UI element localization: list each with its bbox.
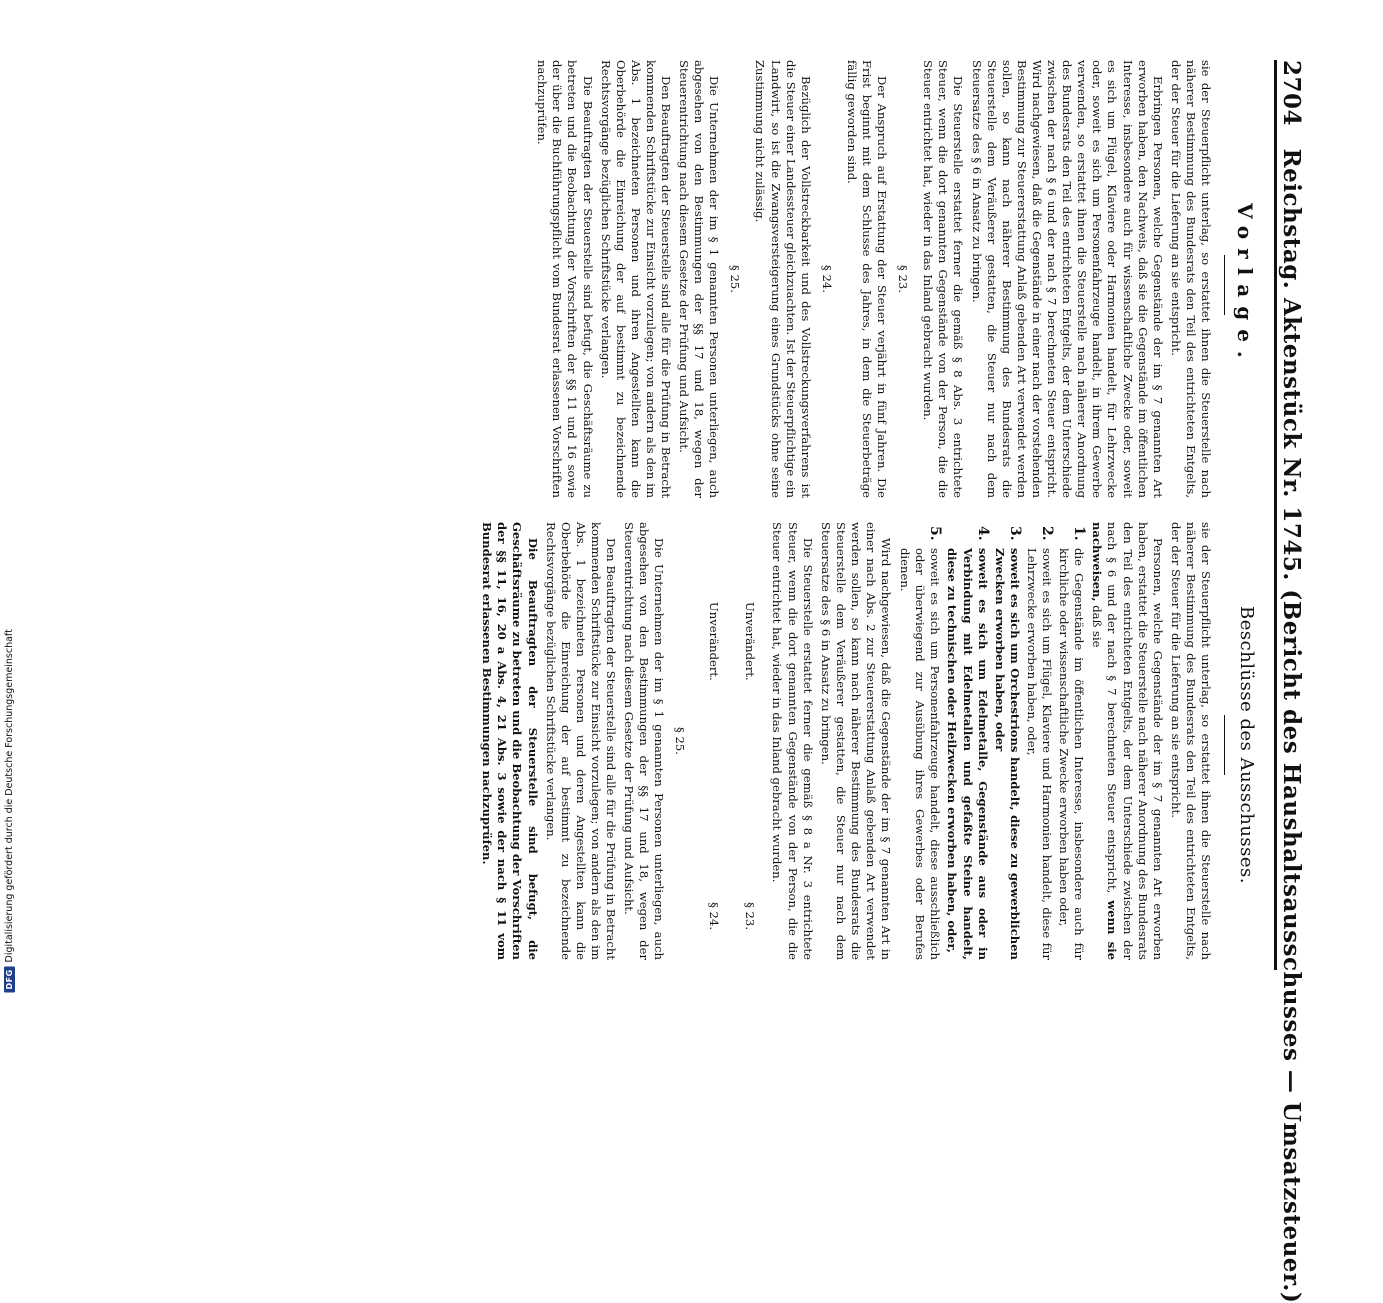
section-heading: § 23. bbox=[896, 265, 911, 293]
list-number: 5. bbox=[927, 526, 944, 541]
digitization-footer bbox=[4, 629, 15, 992]
list-item-text: soweit es sich um Edelmetalle, Gegenstände aus oder in Verbindung mit Edelmetallen und gefaßte Steine handelt, diese zu technischen oder Heilzwecken erworben haben, oder, bbox=[945, 548, 990, 960]
section-heading: § 25. bbox=[728, 265, 743, 293]
paragraph: sie der Steuerpflicht unterlag, so erstattet ihnen die Steuerstelle nach näherer Bestimmung des Bundesrats den Teil des entrichteten Entgelts, der der Steuer für die Lieferung an sie entspricht. bbox=[1168, 60, 1213, 498]
paragraph: sie der Steuerpflicht unterlag, so erstattet ihnen die Steuerstelle nach näherer Bestimmung des Bundesrats den Teil des entrichteten Entgelts, der der Steuer für die Lieferung an sie entspricht. bbox=[1168, 522, 1213, 960]
unchanged-note: Unverändert. bbox=[743, 602, 758, 681]
page-number: 2704 bbox=[1278, 60, 1305, 127]
paragraph: Wird nachgewiesen, daß die Gegenstände der im § 7 genannten Art in einer nach Abs. 2 zur Steuererstattung Anlaß gebenden Art verwendet werden sollen, so kann nach näherer Bestimmung des Bundesrats die Steuerstelle dem Veräußerer gestatten, die Steuer nur nach dem Steuersatze des § 6 in Ansatz zu bringen. bbox=[818, 522, 894, 960]
paragraph: Bezüglich der Vollstreckbarkeit und des Vollstreckungsverfahrens ist die Steuer einer Landessteuer gleichzuachten. Ist der Steuerpflichtige ein Landwirt, so ist die Zwangsversteigerung eines Grundstücks ohne seine Zustimmung nicht zulässig. bbox=[753, 60, 813, 498]
left-column-title: Vorlage. bbox=[1233, 203, 1257, 367]
section-heading: § 24. bbox=[707, 902, 722, 930]
list-item bbox=[1024, 522, 1054, 960]
list-number: 2. bbox=[1039, 526, 1056, 541]
section-24-row bbox=[697, 522, 721, 960]
left-column bbox=[531, 60, 1213, 498]
list-number: 4. bbox=[974, 526, 991, 541]
dfg-logo: DFG bbox=[4, 966, 15, 992]
numbered-list bbox=[897, 522, 1086, 960]
paragraph-text: Personen, welche Gegenstände der im § 7 genannten Art erworben haben, erstattet die Steuerstelle nach näherer Anordnung des Bundesrats den Teil des entrichteten Entgelts, der dem Unterschiede zwischen der nach § 6 und der nach § 7 berechneten Steuer entspricht, bbox=[1105, 522, 1165, 960]
list-number: 1. bbox=[1071, 526, 1088, 541]
right-column bbox=[476, 522, 1213, 960]
section-23-row bbox=[733, 522, 757, 960]
left-title-rule bbox=[1224, 255, 1225, 315]
paragraph: Erbringen Personen, welche Gegenstände der im § 7 genannten Art erworben haben, den Nachweis, daß sie die Gegenstände im öffentlichen Interesse, insbesondere auch für wissenschaftliche Zwecke oder, soweit es sich um Flügel, Klaviere oder Harmonien handelt, für Lehrzwecke oder, soweit es sich um Personenfahrzeuge handelt, in ihrem Gewerbe verwenden, so erstattet ihnen die Steuerstelle nach näherer Anordnung des Bundesrats den Teil des entrichteten Entgelts, der dem Unterschiede zwischen der nach § 6 und der nach § 7 berechneten Steuer entspricht. Wird nachgewiesen, daß die Gegenstände in einer nach der vorstehenden Bestimmung zur Steuererstattung Anlaß gebenden Art verwendet werden sollen, so kann nach näherer Bestimmung des Bundesrats die Steuerstelle dem Veräußerer gestatten, die Steuer nur nach dem Steuersatze des § 6 in Ansatz zu bringen. bbox=[969, 60, 1165, 498]
paragraph bbox=[1089, 522, 1164, 960]
list-item-text: soweit es sich um Flügel, Klaviere und Harmonien handelt, diese für Lehrzwecke erworben haben, oder, bbox=[1024, 548, 1055, 960]
paragraph-text: daß sie bbox=[1090, 605, 1105, 648]
list-item-text: soweit es sich um Orchestrions handelt, diese zu gewerblichen Zwecken erworben haben, oder bbox=[992, 548, 1022, 960]
list-number: 3. bbox=[1006, 526, 1023, 541]
paragraph: Die Beauftragten der Steuerstelle sind befugt, die Geschäftsräume zu betreten und die Beobachtung der Vorschriften der §§ 11 und 16 sowie der über die Buchführungspflicht vom Bundesrat erlassenen Vorschriften nachzuprüfen. bbox=[535, 60, 595, 498]
list-item-text: soweit es sich um Personenfahrzeuge handelt, diese ausschließlich oder überwiegend zur Ausübung ihres Gewerbes oder Berufes dienen. bbox=[898, 548, 943, 960]
paragraph: Die Steuerstelle erstattet ferner die gemäß § 8 Abs. 3 entrichtete Steuer, wenn die dort genannten Gegenstände von der Person, die die Steuer entrichtet hat, wieder in das Inland gebracht wurden. bbox=[921, 60, 966, 498]
paragraph: Der Anspruch auf Erstattung der Steuer verjährt in fünf Jahren. Die Frist beginnt mit dem Schlusse des Jahres, in dem die Steuerbeträge fällig geworden sind. bbox=[844, 60, 890, 498]
paragraph: Den Beauftragten der Steuerstelle sind alle für die Prüfung in Betracht kommenden Schriftstücke zur Einsicht vorzulegen; von andern als den im Abs. 1 bezeichneten Personen und deren Angestellten kann die Oberbehörde die Einreichung der auf bestimmt zu bezeichnende Rechtsvorgänge bezüglichen Schriftstücke verlangen. bbox=[543, 522, 618, 960]
right-title-rule bbox=[1224, 715, 1225, 775]
running-title: Reichstag. Aktenstück Nr. 1745. (Bericht des Haushaltsausschusses — Umsatzsteuer.) bbox=[1278, 148, 1305, 1303]
section-heading: § 25. bbox=[673, 727, 688, 755]
paragraph: Die Unternehmen der im § 1 genannten Personen unterliegen, auch abgesehen von den Bestimmungen der §§ 17 und 18, wegen der Steuerentrichtung nach diesem Gesetze der Prüfung und Aufsicht. bbox=[622, 522, 667, 960]
paragraph-emphasis: wenn sie nachweisen, bbox=[1090, 522, 1120, 961]
paragraph: Die Steuerstelle erstattet ferner die gemäß § 8 a Nr. 3 entrichtete Steuer, wenn die dort genannten Gegenstände von der Person, die die Steuer entrichtet hat, wieder in das Inland gebracht wurden. bbox=[770, 522, 815, 960]
footer-text: Digitalisierung gefördert durch die Deutsche Forschungsgemeinschaft bbox=[4, 628, 15, 962]
page-header bbox=[1278, 60, 1305, 1303]
section-heading: § 24. bbox=[819, 265, 834, 293]
section-heading: § 23. bbox=[743, 902, 758, 930]
list-item bbox=[944, 522, 989, 960]
paragraph: Die Unternehmen der im § 1 genannten Personen unterliegen, auch abgesehen von den Bestimmungen der §§ 17 und 18, wegen der Steuerentrichtung nach diesem Gesetze der Prüfung und Aufsicht. bbox=[677, 60, 722, 498]
paragraph: Die Beauftragten der Steuerstelle sind befugt, die Geschäftsräume zu betreten und die Beobachtung der Vorschriften der §§ 11, 16, 20 a Abs. 4, 21 Abs. 3 sowie der nach § 11 vom Bundesrat erlassenen Bestimmungen nachzuprüfen. bbox=[480, 522, 540, 960]
paragraph: Den Beauftragten der Steuerstelle sind alle für die Prüfung in Betracht kommenden Schriftstücke zur Einsicht vorzulegen; von andern als den im Abs. 1 bezeichneten Personen und ihren Angestellten kann die Oberbehörde die Einreichung der auf bestimmt zu bezeichnende Rechtsvorgänge bezüglichen Schriftstücke verlangen. bbox=[598, 60, 673, 498]
list-item bbox=[897, 522, 942, 960]
list-item bbox=[1056, 522, 1086, 960]
list-item-text: die Gegenstände im öffentlichen Interesse, insbesondere auch für kirchliche oder wissenschaftliche Zwecke erworben haben oder, bbox=[1057, 548, 1087, 960]
header-rule bbox=[1274, 60, 1277, 970]
list-item bbox=[992, 522, 1022, 960]
right-column-title: Beschlüsse des Ausschusses. bbox=[1236, 605, 1257, 885]
unchanged-note: Unverändert. bbox=[707, 602, 722, 681]
